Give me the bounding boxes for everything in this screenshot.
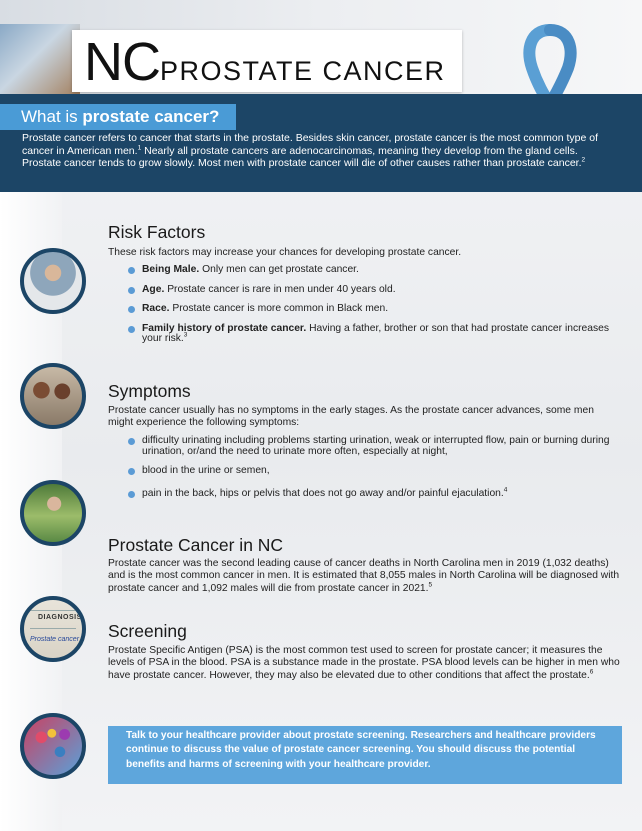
list-item <box>128 466 622 477</box>
nc-ref: 5 <box>428 581 433 589</box>
diagnosis-label: DIAGNOSIS <box>38 614 82 621</box>
symptom-ref: 4 <box>503 486 508 494</box>
page-title: PROSTATE CANCER <box>160 56 446 86</box>
list-item <box>128 436 622 457</box>
symptom-text: difficulty urinating including problems starting urination, weak or interrupted flow, pain or burning during urination, or/and the need to urinate more often, especially at night, <box>142 435 610 457</box>
intro-ref-2: 2 <box>581 156 586 164</box>
risk-factors-intro: These risk factors may increase your chances for developing prostate cancer. <box>108 247 462 258</box>
section-heading-what-is <box>0 104 236 130</box>
intro-paragraph <box>22 132 612 170</box>
symptoms-list <box>128 436 622 499</box>
symptoms-heading: Symptoms <box>108 381 191 401</box>
risk-text: Having a father, brother or son that had prostate cancer increases your risk. <box>142 322 610 345</box>
risk-text: Prostate cancer is more common in Black men. <box>169 303 389 315</box>
bullet-icon <box>128 491 135 498</box>
bullet-icon <box>128 287 135 294</box>
list-item <box>128 324 622 345</box>
symptoms-intro: Prostate cancer usually has no symptoms in the early stages. As the prostate cancer advances, some men might experience the following symptoms: <box>108 405 594 429</box>
intro-ref-1: 1 <box>137 144 142 152</box>
bullet-icon <box>128 326 135 333</box>
photo-father-son <box>20 363 86 429</box>
risk-bold: Age. <box>142 283 165 295</box>
list-item <box>128 285 622 296</box>
risk-factors-list <box>128 265 622 345</box>
bullet-icon <box>128 438 135 445</box>
list-item <box>128 486 622 500</box>
nc-paragraph <box>108 558 620 595</box>
screening-paragraph <box>108 645 620 682</box>
list-item <box>128 304 622 315</box>
risk-bold: Race. <box>142 303 170 315</box>
nc-heading: Prostate Cancer in NC <box>108 535 284 555</box>
risk-factors-heading: Risk Factors <box>108 222 206 242</box>
risk-ref: 3 <box>183 331 188 339</box>
bullet-icon <box>128 267 135 274</box>
what-is-bold: prostate cancer? <box>82 107 220 126</box>
risk-text: Prostate cancer is rare in men under 40 years old. <box>164 283 396 295</box>
screening-ref: 6 <box>589 668 594 676</box>
list-item <box>128 265 622 276</box>
photo-diagnosis-form <box>20 596 86 662</box>
screening-heading: Screening <box>108 621 187 641</box>
what-is-prefix: What is <box>21 107 83 126</box>
callout-text: Talk to your healthcare provider about prostate screening. Researchers and healthcare providers continue to discuss the value of prostate cancer screening. You should discuss the potential benefits and harms of screening with your healthcare provider. <box>126 730 596 770</box>
risk-text: Only men can get prostate cancer. <box>199 264 359 275</box>
photo-older-man <box>20 248 86 314</box>
risk-bold: Being Male. <box>142 264 200 275</box>
header-photo-caregiver <box>0 24 80 94</box>
photo-blood-tubes <box>20 713 86 779</box>
symptom-text: blood in the urine or semen, <box>142 465 270 477</box>
intro-text-2: Nearly all prostate cancers are adenocarcinomas, meaning they develop from the gland cells. Prostate cancer tends to grow slowly. Most men with prostate cancer will die of other causes rather than prostate cancer. <box>22 144 582 170</box>
photo-man-back-pain <box>20 480 86 546</box>
risk-bold: Family history of prostate cancer. <box>142 322 307 334</box>
nc-text: Prostate cancer was the second leading cause of cancer deaths in North Carolina men in 2019 (1,032 deaths) and is the most common cancer in men. It is estimated that 8,055 males in North Carolina will be diagnosed with prostate cancer and 1,092 males will die from prostate cancer in 2021. <box>108 558 620 594</box>
diagnosis-script: Prostate cancer <box>30 636 80 643</box>
bullet-icon <box>128 468 135 475</box>
callout-box <box>108 726 622 784</box>
form-line <box>30 628 76 629</box>
form-line <box>30 610 76 611</box>
symptom-text: pain in the back, hips or pelvis that does not go away and/or painful ejaculation. <box>142 487 504 499</box>
bullet-icon <box>128 306 135 313</box>
intro-text-1: Prostate cancer refers to cancer that starts in the prostate. Besides skin cancer, prostate cancer is the most common type of cancer in American men. <box>22 132 599 157</box>
title-abbrev: NC <box>84 32 160 92</box>
screening-text: Prostate Specific Antigen (PSA) is the most common test used to screen for prostate cancer; it measures the levels of PSA in the blood. PSA is a substance made in the prostate. PSA blood levels can be higher in men who have prostate cancer. However, they may also be elevated due to other conditions that affect the prostate. <box>108 645 620 681</box>
